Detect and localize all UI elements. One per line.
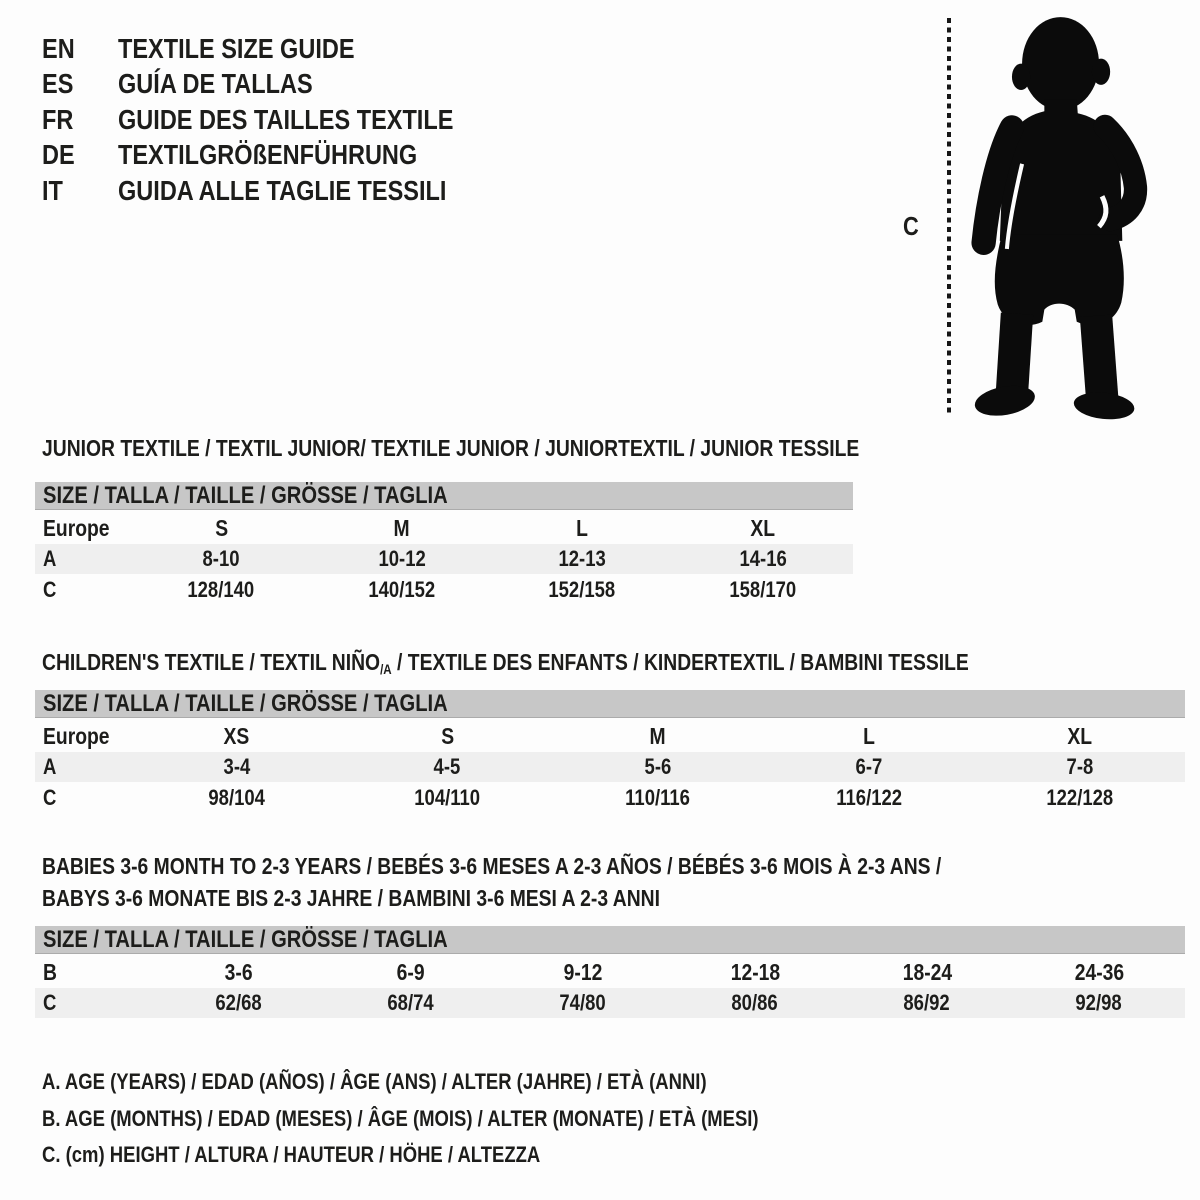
value-cell: 128/140 xyxy=(187,577,255,602)
value-cell: 140/152 xyxy=(368,577,436,602)
baby-left-leg xyxy=(1012,314,1017,393)
legend xyxy=(42,1064,895,1174)
nino-a-subscript: /A xyxy=(380,661,392,677)
language-code: ES xyxy=(42,68,74,100)
babies-size-table xyxy=(35,926,1185,1018)
value-cell: 6-9 xyxy=(397,958,425,985)
language-title: TEXTILE SIZE GUIDE xyxy=(118,32,355,64)
language-title: GUIDE DES TAILLES TEXTILE xyxy=(118,103,454,135)
children-section-title: CHILDREN'S TEXTILE / TEXTIL NIÑO/A / TEXTILE DES ENFANTS / KINDERTEXTIL / BAMBINI TESSILE xyxy=(42,649,969,677)
babies-section-title: BABIES 3-6 MONTH TO 2-3 YEARS / BEBÉS 3-6 MESES A 2-3 AÑOS / BÉBÉS 3-6 MOIS À 2-3 ANS / BABYS 3-6 MONATE BIS 2-3 JAHRE / BAMBINI 3-6 MESI A 2-3 ANNI xyxy=(42,853,942,911)
size-cell: XL xyxy=(1067,722,1092,749)
row-label: A xyxy=(43,546,57,571)
value-cell: 74/80 xyxy=(559,990,607,1015)
size-cell: S xyxy=(214,514,228,541)
value-cell: 24-36 xyxy=(1074,958,1124,985)
table-row-europe xyxy=(35,512,853,544)
language-row-en xyxy=(42,31,517,67)
language-code: FR xyxy=(42,103,74,135)
row-label: Europe xyxy=(43,514,110,541)
language-row-it xyxy=(42,173,517,209)
language-row-es xyxy=(42,67,517,103)
size-header-bar xyxy=(35,926,1185,954)
value-cell: 5-6 xyxy=(644,754,672,779)
baby-right-foot xyxy=(1072,390,1135,420)
value-cell: 122/128 xyxy=(1046,785,1113,810)
value-cell: 86/92 xyxy=(903,990,951,1015)
size-cell: S xyxy=(440,722,454,749)
value-cell: 3-6 xyxy=(225,958,253,985)
value-cell: 116/122 xyxy=(835,785,902,810)
legend-line-a: A. AGE (YEARS) / EDAD (AÑOS) / ÂGE (ANS) / ALTER (JAHRE) / ETÀ (ANNI) xyxy=(42,1069,707,1095)
children-size-table xyxy=(35,690,1185,814)
baby-right-leg xyxy=(1096,316,1102,397)
size-header-label: SIZE / TALLA / TAILLE / GRÖSSE / TAGLIA xyxy=(43,925,448,953)
table-row-europe xyxy=(35,720,1185,752)
value-cell: 80/86 xyxy=(731,990,779,1015)
value-cell: 14-16 xyxy=(739,546,787,571)
legend-line-c: C. (cm) HEIGHT / ALTURA / HAUTEUR / HÖHE / ALTEZZA xyxy=(42,1142,541,1168)
table-row-months xyxy=(35,956,1185,988)
legend-line-b: B. AGE (MONTHS) / EDAD (MESES) / ÂGE (MOIS) / ALTER (MONATE) / ETÀ (MESI) xyxy=(42,1105,759,1131)
value-cell: 4-5 xyxy=(433,754,461,779)
language-title: GUÍA DE TALLAS xyxy=(118,68,313,100)
size-cell: L xyxy=(862,722,875,749)
value-cell: 7-8 xyxy=(1066,754,1093,779)
row-label: B xyxy=(43,958,57,985)
row-label: C xyxy=(43,577,57,602)
height-measure-label: C xyxy=(903,211,919,241)
value-cell: 62/68 xyxy=(215,990,263,1015)
value-cell: 8-10 xyxy=(202,546,240,571)
language-code: EN xyxy=(42,32,75,64)
size-header-label: SIZE / TALLA / TAILLE / GRÖSSE / TAGLIA xyxy=(43,689,448,717)
junior-section-title: JUNIOR TEXTILE / TEXTIL JUNIOR/ TEXTILE JUNIOR / JUNIORTEXTIL / JUNIOR TESSILE xyxy=(42,435,860,461)
baby-silhouette-image xyxy=(952,10,1162,420)
table-row-height xyxy=(35,988,1185,1018)
size-cell: XL xyxy=(750,514,776,541)
size-cell: M xyxy=(649,722,667,749)
size-cell: XS xyxy=(223,722,250,749)
value-cell: 92/98 xyxy=(1075,990,1123,1015)
value-cell: 158/170 xyxy=(729,577,797,602)
size-header-bar xyxy=(35,482,853,510)
table-row-height xyxy=(35,574,853,606)
value-cell: 152/158 xyxy=(548,577,616,602)
value-cell: 18-24 xyxy=(902,958,952,985)
value-cell: 12-13 xyxy=(558,546,606,571)
size-cell: M xyxy=(393,514,410,541)
row-label: C xyxy=(43,990,57,1015)
value-cell: 3-4 xyxy=(223,754,250,779)
language-row-fr xyxy=(42,102,517,138)
language-title: TEXTILGRÖßENFÜHRUNG xyxy=(118,139,418,171)
language-code: DE xyxy=(42,139,75,171)
table-row-height xyxy=(35,782,1185,814)
language-row-de xyxy=(42,138,517,174)
row-label: A xyxy=(43,754,57,779)
baby-shorts xyxy=(995,235,1124,325)
value-cell: 6-7 xyxy=(855,754,883,779)
value-cell: 12-18 xyxy=(730,958,780,985)
size-header-bar xyxy=(35,690,1185,718)
table-row-age xyxy=(35,752,1185,782)
value-cell: 98/104 xyxy=(208,785,265,810)
size-cell: L xyxy=(576,514,589,541)
row-label: Europe xyxy=(43,722,110,749)
row-label: C xyxy=(43,785,57,810)
height-measure-dotted-line xyxy=(947,18,951,416)
value-cell: 10-12 xyxy=(378,546,426,571)
language-list xyxy=(42,31,517,209)
table-row-age xyxy=(35,544,853,574)
junior-size-table xyxy=(35,482,853,606)
value-cell: 68/74 xyxy=(387,990,435,1015)
value-cell: 9-12 xyxy=(563,958,603,985)
language-title: GUIDA ALLE TAGLIE TESSILI xyxy=(118,174,447,206)
value-cell: 104/110 xyxy=(414,785,481,810)
size-header-label: SIZE / TALLA / TAILLE / GRÖSSE / TAGLIA xyxy=(43,481,448,509)
value-cell: 110/116 xyxy=(625,785,691,810)
baby-head xyxy=(1022,17,1099,110)
language-code: IT xyxy=(42,174,63,206)
